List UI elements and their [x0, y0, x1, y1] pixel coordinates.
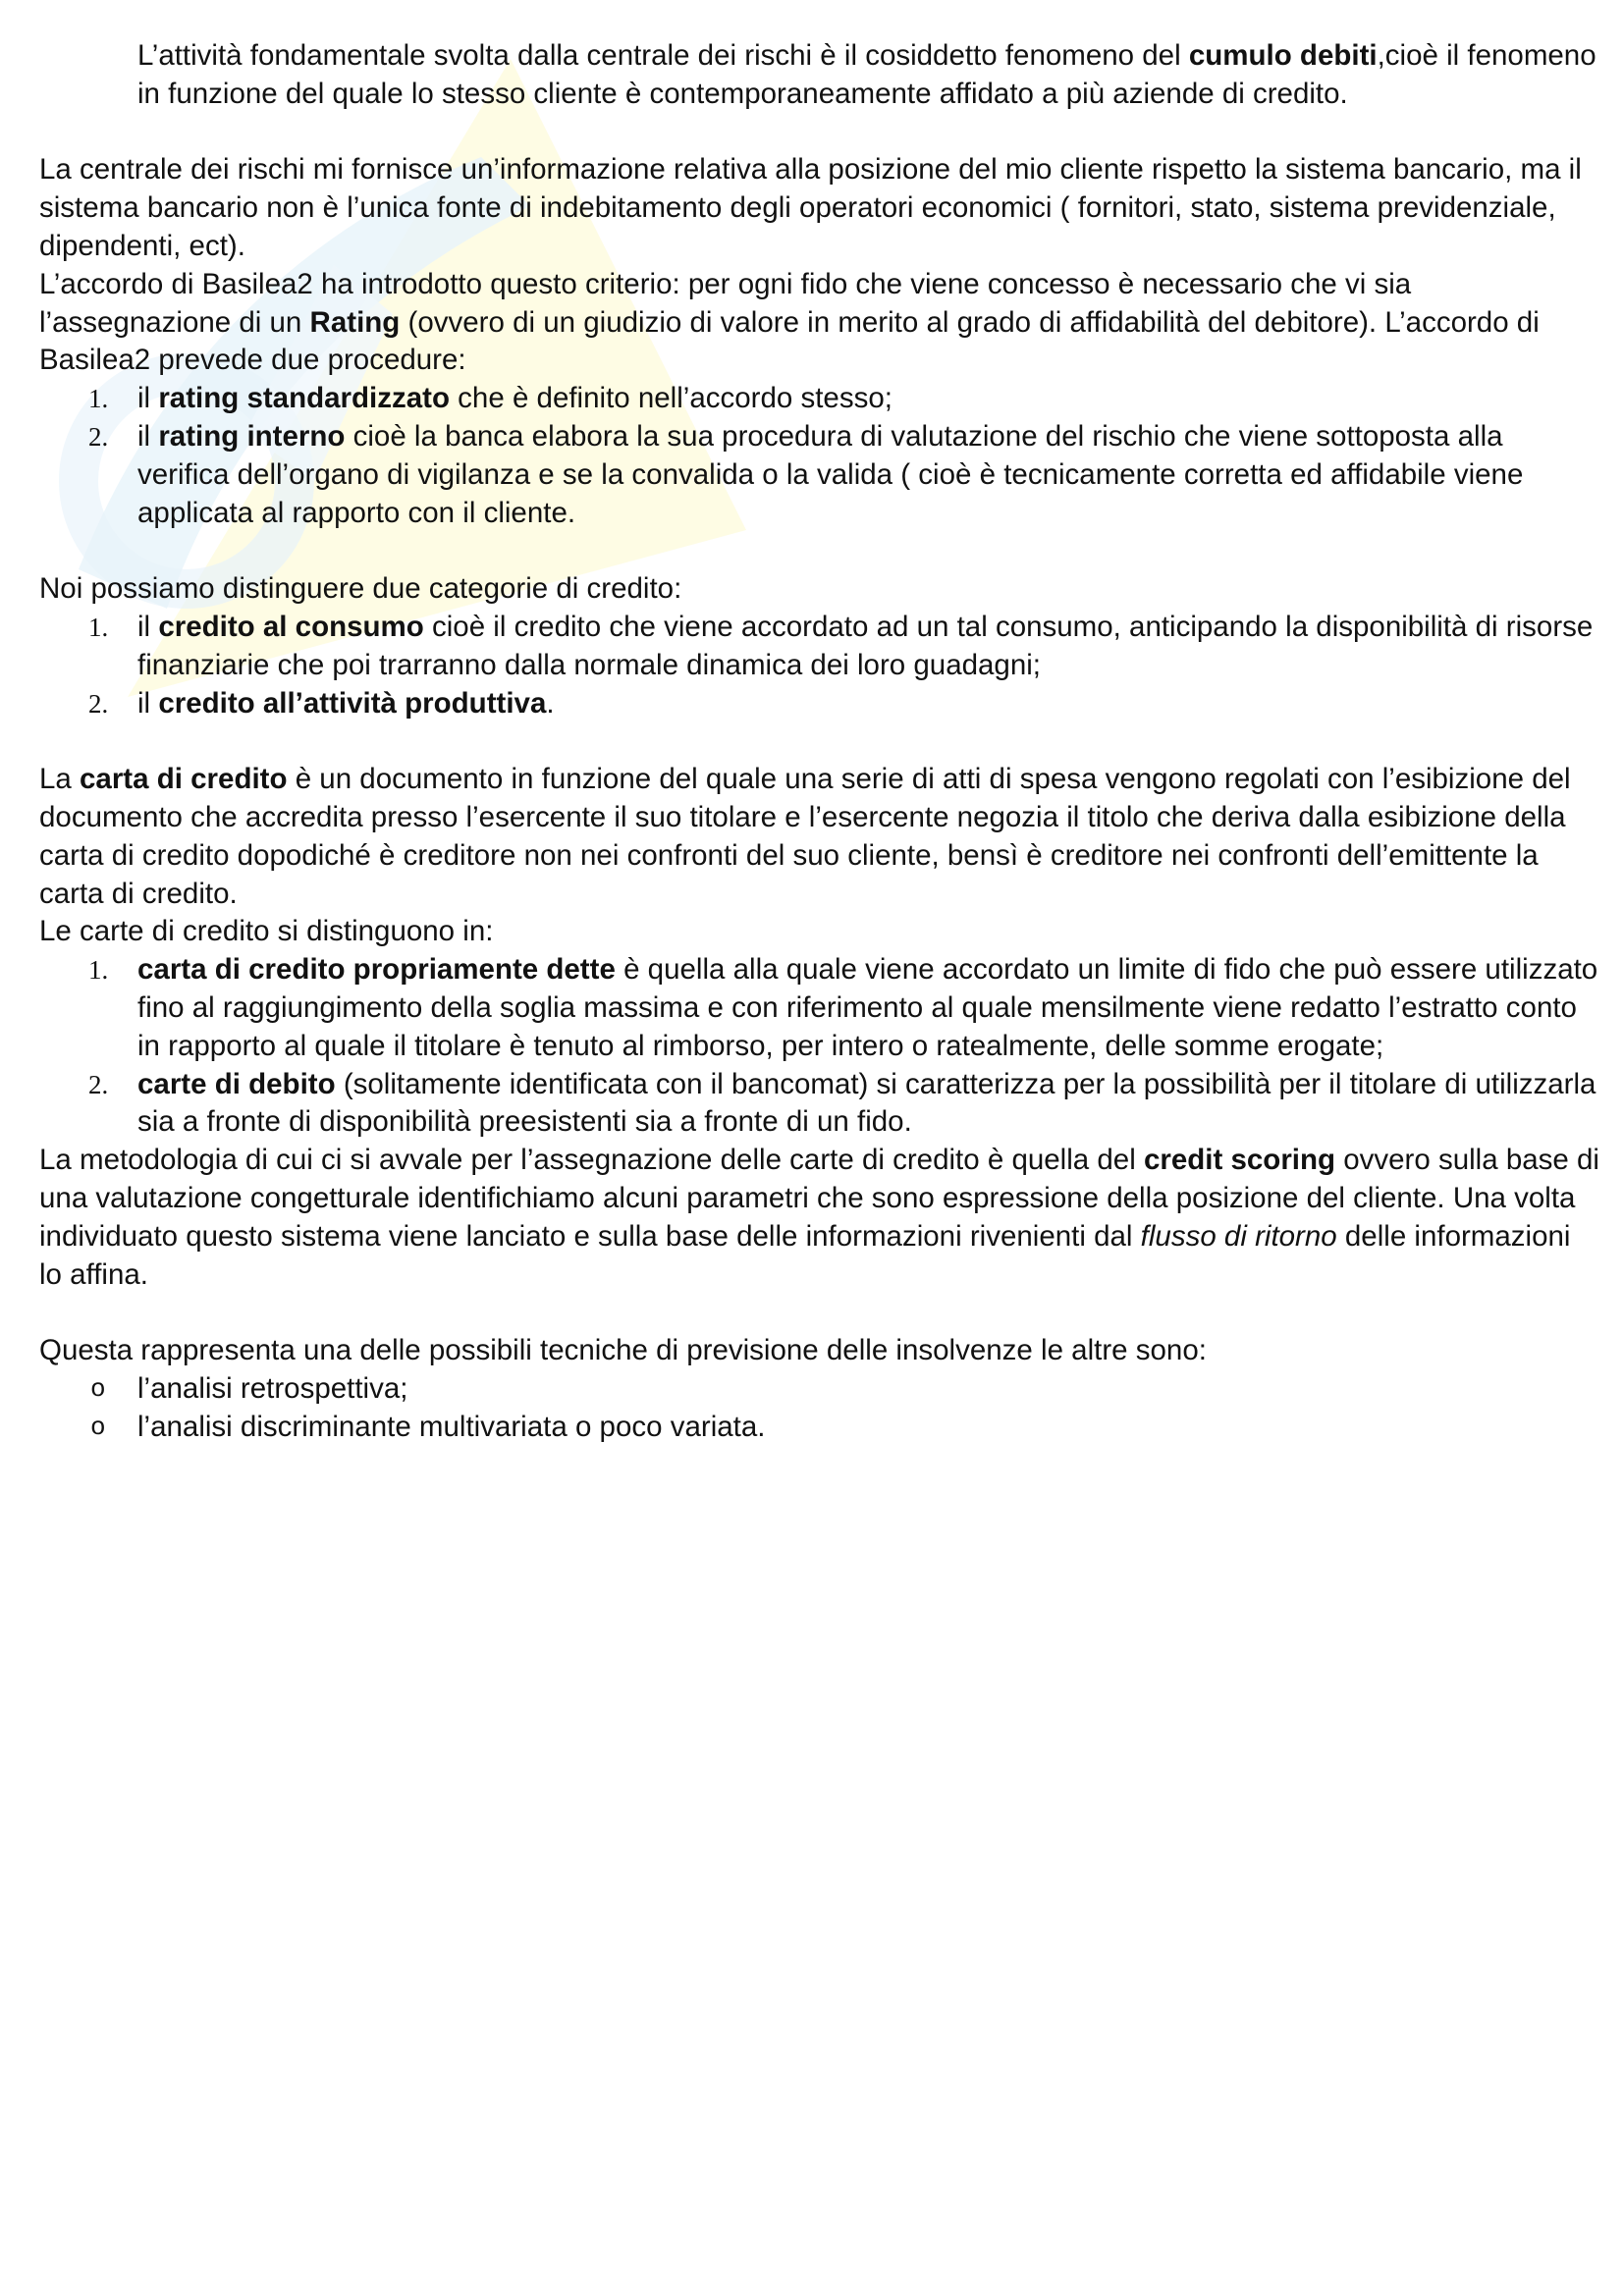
bullet-icon: o — [90, 1373, 106, 1404]
bold-term-carta-di-credito: carta di credito — [80, 763, 288, 796]
list-card-types — [39, 951, 1600, 1142]
paragraph-gap — [39, 114, 1600, 152]
bold-term-rating: Rating — [309, 305, 401, 339]
list-item: 2. il rating interno cioè la banca elabora la sua procedura di valutazione del rischio che viene sottoposta alla verifica dell’organo di vigilanza e se la convalida o la valida ( cioè è tecnicamente corretta ed affidabile viene applicata al rapporto con il cliente. — [88, 419, 1524, 529]
paragraph-gap — [39, 722, 1600, 761]
paragraph-carte-distinguono: Le carte di credito si distinguono in: — [39, 915, 494, 948]
paragraph-gap — [39, 1294, 1600, 1332]
paragraph-tecniche-previsione: Questa rappresenta una delle possibili tecniche di previsione delle insolvenze le altre sono: — [39, 1334, 1207, 1367]
list-item: 2. carte di debito (solitamente identificata con il bancomat) si caratterizza per la possibilità per il titolare di utilizzarla sia a fronte di disponibilità preesistenti sia a fronte di un fido. — [88, 1067, 1596, 1139]
list-item: o l’analisi retrospettiva; — [39, 1370, 1600, 1409]
paragraph-credit-scoring: La metodologia di cui ci si avvale per l’assegnazione delle carte di credito è quella del credit scoring ovvero sulla base di una valutazione congetturale identifichiamo alcuni parametri che sono espressione della posizione del cliente. Una volta individuato questo sistema viene lanciato e sulla base delle informazioni rivenienti dal flusso di ritorno delle informazioni lo affina. — [39, 1144, 1599, 1291]
list-item: 1. carta di credito propriamente dette è quella alla quale viene accordato un limite di fido che può essere utilizzato fino al raggiungimento della soglia massima e con riferimento al quale mensilmente viene redatto l’estratto conto in rapporto al quale il titolare è tenuto al rimborso, per intero o ratealmente, delle somme erogate; — [88, 953, 1598, 1062]
list-item: o l’analisi discriminante multivariata o poco variata. — [39, 1409, 1600, 1447]
document-body — [39, 37, 1600, 1446]
paragraph-cumulo-debiti: L’attività fondamentale svolta dalla centrale dei rischi è il cosiddetto fenomeno del cumulo debiti,cioè il fenomeno in funzione del quale lo stesso cliente è contemporaneamente affidato a più aziende di credito. — [137, 39, 1596, 110]
bullet-icon: o — [90, 1412, 106, 1442]
list-rating-procedures — [39, 380, 1600, 532]
italic-term-flusso-di-ritorno: flusso di ritorno — [1140, 1219, 1337, 1253]
bold-term-credit-scoring: credit scoring — [1143, 1144, 1336, 1177]
paragraph-centrale-rischi: La centrale dei rischi mi fornisce un’informazione relativa alla posizione del mio cliente rispetto la sistema bancario, ma il sistema bancario non è l’unica fonte di indebitamento degli operatori economici ( fornitori, stato, sistema previdenziale, dipendenti, ect). — [39, 153, 1582, 262]
list-item: 2. il credito all’attività produttiva. — [88, 686, 555, 720]
bold-term-cumulo-debiti: cumulo debiti — [1188, 39, 1378, 72]
paragraph-basilea2: L’accordo di Basilea2 ha introdotto questo criterio: per ogni fido che viene concesso è necessario che vi sia l’assegnazione di un Rating (ovvero di un giudizio di valore in merito al grado di affidabilità del debitore). L’accordo di Basilea2 prevede due procedure: — [39, 267, 1540, 377]
list-analysis-techniques — [39, 1370, 1600, 1447]
paragraph-carta-di-credito: La carta di credito è un documento in funzione del quale una serie di atti di spesa vengono regolati con l’esibizione del documento che accredita presso l’esercente il suo titolare e l’esercente negozia il titolo che deriva dalla esibizione della carta di credito dopodiché è creditore non nei confronti del suo cliente, bensì è creditore nei confronti dell’emittente la carta di credito. — [39, 763, 1571, 910]
list-item: 1. il rating standardizzato che è definito nell’accordo stesso; — [88, 382, 893, 415]
list-item: 1. il credito al consumo cioè il credito che viene accordato ad un tal consumo, anticipando la disponibilità di risorse finanziarie che poi trarranno dalla normale dinamica dei loro guadagni; — [88, 610, 1594, 681]
paragraph-gap — [39, 532, 1600, 570]
list-credit-categories — [39, 609, 1600, 722]
paragraph-categorie-credito: Noi possiamo distinguere due categorie di credito: — [39, 572, 682, 606]
